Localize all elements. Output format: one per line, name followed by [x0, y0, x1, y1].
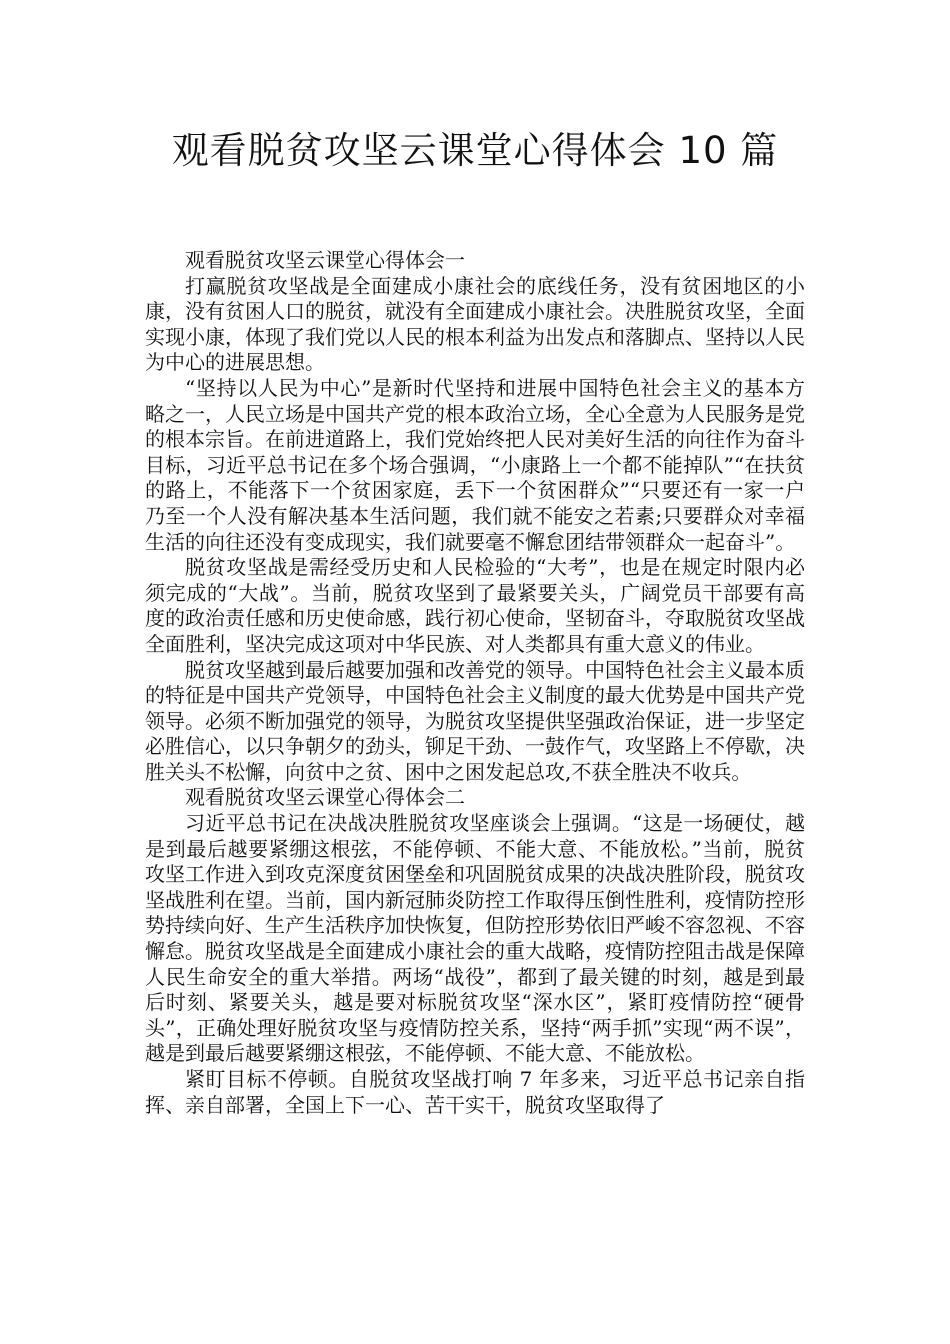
document-body — [145, 248, 805, 1118]
paragraph: 脱贫攻坚越到最后越要加强和改善党的领导。中国特色社会主义最本质的特征是中国共产党领导，中国特色社会主义制度的最大优势是中国共产党领导。必须不断加强党的领导，为脱贫攻坚提供坚强政治保证，进一步坚定必胜信心，以只争朝夕的劲头，铆足干劲、一鼓作气，攻坚路上不停歇，决胜关头不松懈，向贫中之贫、困中之困发起总攻,不获全胜决不收兵。 — [145, 657, 805, 784]
paragraph: “坚持以人民为中心”是新时代坚持和进展中国特色社会主义的基本方略之一，人民立场是中国共产党的根本政治立场，全心全意为人民服务是党的根本宗旨。在前进道路上，我们党始终把人民对美好生活的向往作为奋斗目标，习近平总书记在多个场合强调，“小康路上一个都不能掉队”“在扶贫的路上，不能落下一个贫困家庭，丢下一个贫困群众”“只要还有一家一户乃至一个人没有解决基本生活问题，我们就不能安之若素;只要群众对幸福生活的向往还没有变成现实，我们就要毫不懈怠团结带领群众一起奋斗”。 — [145, 375, 805, 554]
section-heading: 观看脱贫攻坚云课堂心得体会一 — [185, 248, 465, 272]
paragraph: 打赢脱贫攻坚战是全面建成小康社会的底线任务，没有贫困地区的小康，没有贫困人口的脱贫，就没有全面建成小康社会。决胜脱贫攻坚，全面实现小康，体现了我们党以人民的根本利益为出发点和落脚点、坚持以人民为中心的进展思想。 — [145, 273, 805, 375]
paragraph: 脱贫攻坚战是需经受历史和人民检验的“大考”，也是在规定时限内必须完成的“大战”。当前，脱贫攻坚到了最紧要关头，广阔党员干部要有高度的政治责任感和历史使命感，践行初心使命，坚韧奋斗，夺取脱贫攻坚战全面胜利，坚决完成这项对中华民族、对人类都具有重大意义的伟业。 — [145, 555, 805, 656]
section-heading: 观看脱贫攻坚云课堂心得体会二 — [185, 785, 465, 810]
paragraph: 紧盯目标不停顿。自脱贫攻坚战打响 7 年多来，习近平总书记亲自指挥、亲自部署，全国上下一心、苦干实干，脱贫攻坚取得了 — [145, 1067, 805, 1117]
document-title: 观看脱贫攻坚云课堂心得体会 10 篇 — [171, 129, 779, 172]
paragraph: 习近平总书记在决战决胜脱贫攻坚座谈会上强调。“这是一场硬仗，越是到最后越要紧绷这根弦，不能停顿、不能大意、不能放松。”当前，脱贫攻坚工作进入到攻克深度贫困堡垒和巩固脱贫成果的决战决胜阶段，脱贫攻坚战胜利在望。当前，国内新冠肺炎防控工作取得压倒性胜利，疫情防控形势持续向好、生产生活秩序加快恢复，但防控形势依旧严峻不容忽视、不容懈怠。脱贫攻坚战是全面建成小康社会的重大战略，疫情防控阻击战是保障人民生命安全的重大举措。两场“战役”，都到了最关键的时刻，越是到最后时刻、紧要关头，越是要对标脱贫攻坚“深水区”，紧盯疫情防控“硬骨头”，正确处理好脱贫攻坚与疫情防控关系，坚持“两手抓”实现“两不误”，越是到最后越要紧绷这根弦，不能停顿、不能大意、不能放松。 — [145, 811, 805, 1066]
